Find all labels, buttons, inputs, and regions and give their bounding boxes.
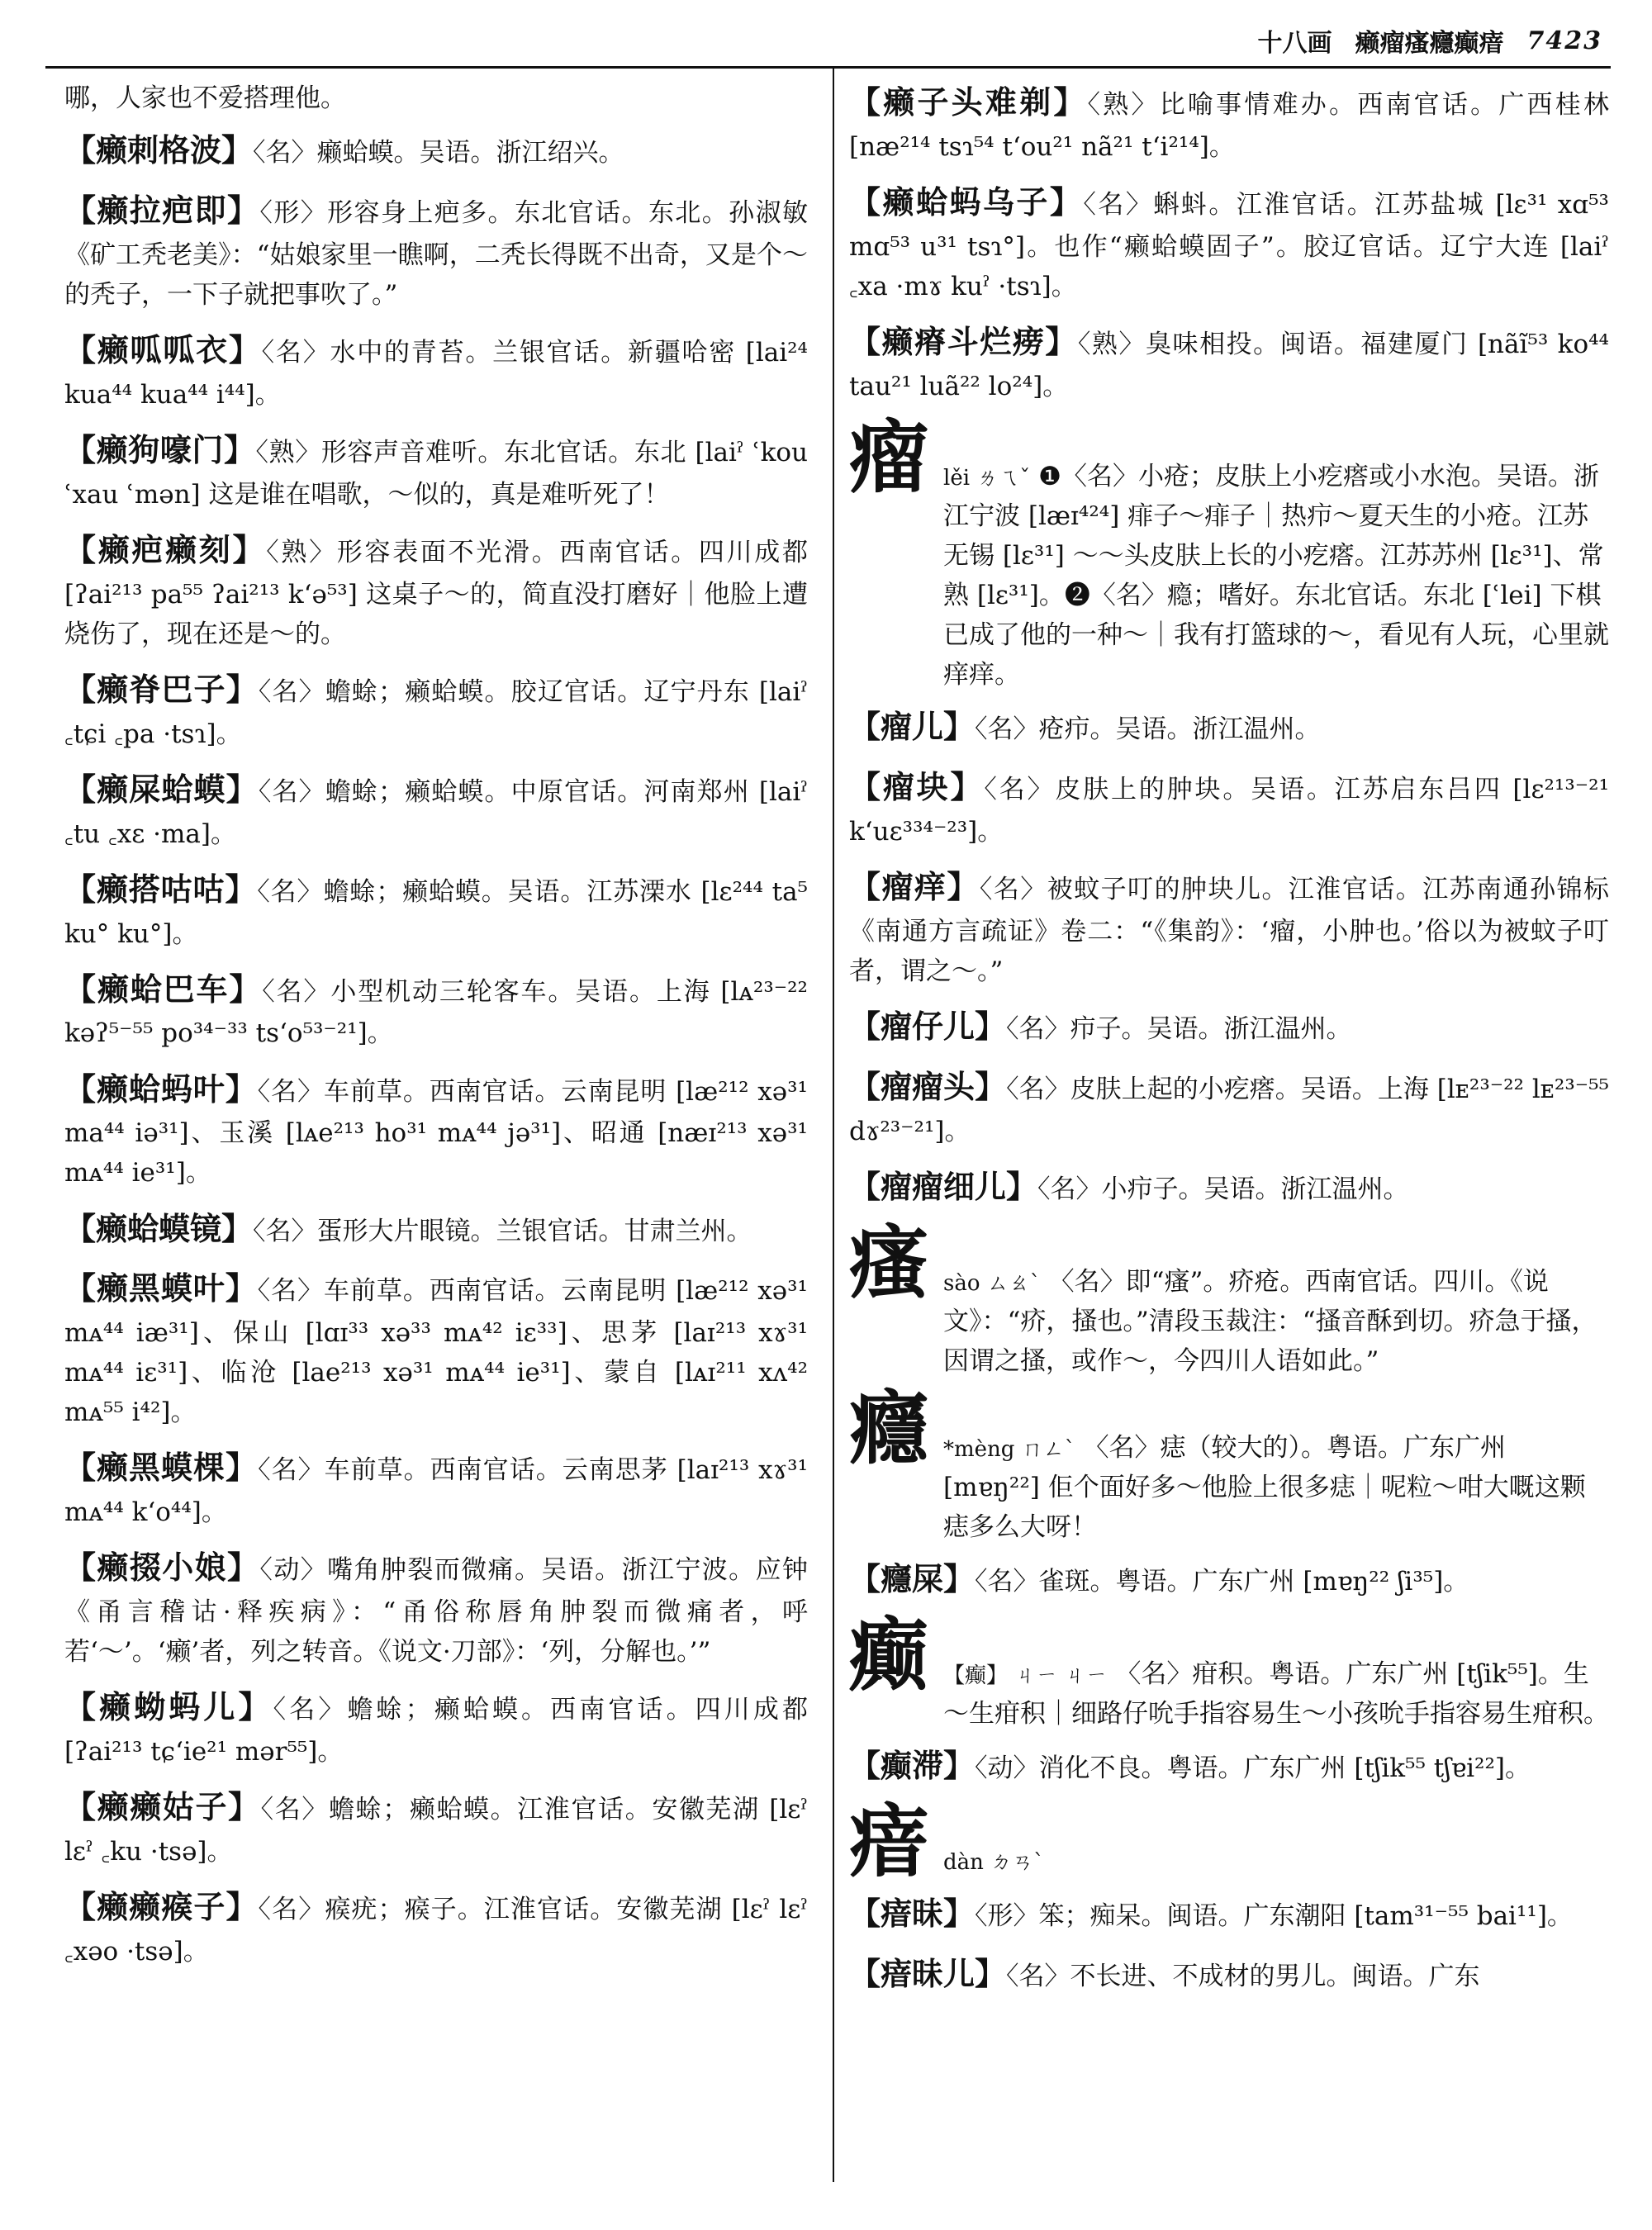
dictionary-entry [849, 78, 1609, 167]
entry-headword: 【癞搭咕咕】 [64, 870, 258, 908]
entry-headword: 【瘤痒】 [849, 867, 980, 905]
entry-headword: 【癞狗嚎门】 [64, 430, 256, 468]
head-char-body: 〈名〉即“瘙”。疥疮。西南官话。四川。《说文》：“疥，搔也。”清段玉裁注：“搔音酥到切。疥急于搔，因谓之搔，或作～，今四川人语如此。” [943, 1266, 1597, 1376]
entry-headword: 【瘤块】 [849, 768, 985, 806]
entry-definition: 〈名〉雀斑。粤语。广东广州 [mɐŋ²² ʃi³⁵]。 [975, 1566, 1469, 1597]
entry-definition: 〈名〉瘊疣；瘊子。江淮官话。安徽芜湖 [lɛˀ lɛˀ ꜀xəo ·tsə]。 [64, 1895, 808, 1967]
head-char-body: 〈名〉痣（较大的）。粤语。广东广州 [mɐŋ²²] 佢个面好多～他脸上很多痣｜呢粒～咁大嘅这颗痣多么大呀！ [943, 1432, 1586, 1542]
entry-definition: 〈名〉小型机动三轮客车。吴语。上海 [lᴀ²³⁻²² kəʔ⁵⁻⁵⁵ po³⁴⁻³³ tsʻo⁵³⁻²¹]。 [64, 976, 808, 1049]
head-char-definition [943, 1654, 1609, 1734]
entry-headword: 【癞黑蟆棵】 [64, 1449, 259, 1487]
page-number: 7423 [1526, 26, 1602, 55]
dictionary-entry [849, 1163, 1609, 1212]
entry-headword: 【瘤瘤头】 [849, 1067, 1007, 1105]
entry-headword: 【癞疤癞刻】 [64, 530, 267, 568]
entry-definition: 〈名〉蟾蜍；癞蛤蟆。中原官话。河南郑州 [laiˀ ꜀tu ꜀xɛ ·ma]。 [64, 776, 808, 849]
entry-headword: 【癞蚴蚂儿】 [64, 1688, 273, 1726]
entry-definition: 〈名〉水中的青苔。兰银官话。新疆哈密 [lai²⁴ kua⁴⁴ kua⁴⁴ i⁴⁴]。 [64, 337, 808, 410]
header-chars: 癞瘤瘙癮癫瘖 [1355, 29, 1504, 58]
head-char-definition [943, 1841, 1044, 1881]
head-char-block-dan [849, 1794, 1609, 1888]
dictionary-entry [849, 863, 1609, 991]
entry-definition: 〈动〉消化不良。粤语。广东广州 [tʃik⁵⁵ tʃɐi²²]。 [975, 1753, 1531, 1783]
head-char-pinyin: lěi ㄌㄟˇ [943, 465, 1031, 491]
entry-definition: 〈名〉不长进、不成材的男儿。闽语。广东 [1006, 1961, 1480, 1991]
right-entries-2 [849, 703, 1609, 1212]
entry-headword: 【瘤仔儿】 [849, 1007, 1007, 1045]
entry-headword: 【癞蛤蚂乌子】 [849, 183, 1084, 221]
dictionary-entry [64, 1883, 808, 1971]
entry-definition: 〈熟〉臭味相投。闽语。福建厦门 [nãĩ⁵³ ko⁴⁴ tau²¹ luã²² lo²⁴]。 [849, 329, 1609, 401]
entry-definition: 〈名〉癞蛤蟆。吴语。浙江绍兴。 [253, 138, 624, 168]
entry-definition: 〈名〉蛋形大片眼镜。兰银官话。甘肃兰州。 [253, 1216, 752, 1246]
entry-headword: 【癞屎蛤蟆】 [64, 770, 259, 808]
head-char-pinyin: *mèng ㄇㄥˋ [943, 1436, 1075, 1462]
entry-headword: 【癞呱呱衣】 [64, 330, 262, 368]
dictionary-entry [64, 1683, 808, 1772]
dictionary-entry [64, 526, 808, 654]
head-char: 癫 [849, 1607, 928, 1701]
entry-headword: 【瘤儿】 [849, 708, 976, 746]
dictionary-entry [849, 1742, 1609, 1791]
entry-definition: 〈名〉蟾蜍；癞蛤蟆。西南官话。四川成都 [ʔai²¹³ tɕʻie²¹ mər⁵⁵]。 [64, 1695, 808, 1767]
entry-definition: 〈动〉嘴角肿裂而微痛。吴语。浙江宁波。应钟《甬言稽诂·释疾病》：“甬俗称唇角肿裂而微痛者，呼若‘～’。‘癞’者，列之转音。《说文·刀部》：‘列，分解也。’” [64, 1555, 808, 1668]
right-column [849, 78, 1609, 2010]
dictionary-entry [849, 763, 1609, 852]
right-entries-3 [849, 1555, 1609, 1604]
dictionary-entry [64, 126, 808, 175]
dictionary-entry [849, 1003, 1609, 1051]
head-char-block-ji [849, 1607, 1609, 1734]
header-rule [45, 66, 1611, 69]
dictionary-entry [64, 1444, 808, 1532]
entry-headword: 【癞癞瘊子】 [64, 1888, 259, 1926]
entry-definition: 〈名〉蟾蜍；癞蛤蟆。胶辽官话。辽宁丹东 [laiˀ ꜀tɕi ꜀pa ·tsɿ]。 [64, 676, 808, 749]
entry-definition: 〈熟〉比喻事情难办。西南官话。广西桂林 [næ²¹⁴ tsɿ⁵⁴ tʻou²¹ nã²¹ tʻi²¹⁴]。 [849, 90, 1609, 162]
entry-definition: 〈名〉车前草。西南官话。云南昆明 [læ²¹² xə³¹ mᴀ⁴⁴ iæ³¹]、保山 [lɑɪ³³ xə³³ mᴀ⁴² iɛ³³]、思茅 [laɪ²¹³ xɤ³¹ mᴀ⁴⁴ iɛ³¹]、临沧 [lae²¹³ xə³¹ mᴀ⁴⁴ ie³¹]、蒙自 [lᴀɪ²¹¹ xᴧ⁴² mᴀ⁵⁵ i⁴²]。 [64, 1276, 808, 1428]
entry-headword: 【癞子头难剃】 [849, 83, 1088, 121]
left-column [64, 78, 808, 1983]
entry-headword: 【癞蛤蟆镜】 [64, 1209, 254, 1247]
left-entries [64, 126, 808, 1971]
entry-definition: 〈形〉笨；痴呆。闽语。广东潮阳 [tam³¹⁻⁵⁵ bai¹¹]。 [975, 1900, 1573, 1931]
entry-definition: 〈名〉蝌蚪。江淮官话。江苏盐城 [lɛ³¹ xɑ⁵³ mɑ⁵³ u³¹ tsɿ°]。也作“癞蛤蟆固子”。胶辽官话。辽宁大连 [laiˀ ꜀xa ·mɤ kuˀ ·tsɿ]。 [849, 189, 1609, 301]
dictionary-entry [64, 1264, 808, 1432]
entry-headword: 【癮屎】 [849, 1559, 976, 1597]
dictionary-entry [64, 766, 808, 854]
head-char-block-meng [849, 1381, 1609, 1547]
dictionary-entry [64, 426, 808, 515]
entry-headword: 【癞掇小娘】 [64, 1549, 260, 1587]
entry-definition: 〈名〉疖子。吴语。浙江温州。 [1006, 1013, 1352, 1044]
dictionary-entry [64, 666, 808, 754]
head-char-pinyin: dàn ㄉㄢˋ [943, 1849, 1045, 1875]
entry-definition: 〈名〉疮疖。吴语。浙江温州。 [975, 714, 1321, 745]
dictionary-entry [849, 318, 1609, 406]
head-char-body: ❶〈名〉小疮；皮肤上小疙瘩或小水泡。吴语。浙江宁波 [læɪ⁴²⁴] 痱子～痱子｜热疖～夏天生的小疮。江苏无锡 [lɛ³¹] ～～头皮肤上长的小疙瘩。江苏苏州 [lɛ³¹]、常熟 [lɛ³¹]。❷〈名〉瘾；嗜好。东北官话。东北 [ʿlei] 下棋已成了他的一种～｜我有打篮球的～，看见有人玩，心里就痒痒。 [943, 461, 1609, 690]
entry-headword: 【癞癞姑子】 [64, 1788, 261, 1826]
entry-definition: 〈名〉皮肤上的肿块。吴语。江苏启东吕四 [lɛ²¹³⁻²¹ kʻuɛ³³⁴⁻²³]。 [849, 775, 1609, 847]
column-divider [833, 68, 834, 2182]
dictionary-entry [64, 1544, 808, 1672]
entry-definition: 〈名〉车前草。西南官话。云南思茅 [laɪ²¹³ xɤ³¹ mᴀ⁴⁴ kʻo⁴⁴]。 [64, 1455, 808, 1528]
entry-definition: 〈名〉被蚊子叮的肿块儿。江淮官话。江苏南通孙锦标《南通方言疏证》卷二：“《集韵》：‘瘤，小肿也。’俗以为被蚊子叮者，谓之～。” [849, 874, 1609, 986]
head-char: 瘤 [849, 410, 928, 504]
dictionary-entry [64, 1783, 808, 1872]
dictionary-entry [64, 187, 808, 315]
head-char: 瘙 [849, 1215, 928, 1309]
dictionary-entry [64, 966, 808, 1054]
entry-definition: 〈名〉小疖子。吴语。浙江温州。 [1037, 1174, 1409, 1204]
right-entries-1 [849, 78, 1609, 406]
entry-definition: 〈名〉蟾蜍；癞蛤蟆。江淮官话。安徽芜湖 [lɛˀ lɛˀ ꜀ku ·tsə]。 [64, 1795, 808, 1867]
entry-headword: 【癞蛤蚂叶】 [64, 1070, 258, 1108]
entry-definition: 〈熟〉形容表面不光滑。西南官话。四川成都 [ʔai²¹³ pa⁵⁵ ʔai²¹³ kʻə⁵³] 这桌子～的，简直没打磨好｜他脸上遭烧伤了，现在还是～的。 [64, 537, 808, 649]
entry-headword: 【癞蛤巴车】 [64, 970, 263, 1008]
head-char: 瘖 [849, 1794, 928, 1888]
head-char-definition [943, 457, 1609, 695]
dictionary-entry [849, 1950, 1609, 1999]
head-char-pinyin: 【癫】 ㄐㄧ ㄐㄧ [943, 1663, 1108, 1688]
dictionary-entry [849, 1890, 1609, 1938]
entry-definition: 〈名〉车前草。西南官话。云南昆明 [læ²¹² xə³¹ ma⁴⁴ iə³¹]、玉溪 [lᴀe²¹³ ho³¹ mᴀ⁴⁴ jə³¹]、昭通 [næɪ²¹³ xə³¹ mᴀ⁴⁴ ie³¹]。 [64, 1076, 808, 1189]
entry-headword: 【癞拉疤即】 [64, 191, 260, 229]
entry-definition: 〈名〉皮肤上起的小疙瘩。吴语。上海 [lᴇ²³⁻²² lᴇ²³⁻⁵⁵ dɤ²³⁻²¹]。 [849, 1074, 1609, 1146]
head-char-block-sao [849, 1215, 1609, 1381]
head-char-definition [943, 1428, 1609, 1547]
dictionary-entry [849, 1555, 1609, 1604]
dictionary-entry [64, 866, 808, 954]
dictionary-entry [849, 1063, 1609, 1151]
right-entries-4 [849, 1742, 1609, 1791]
right-entries-5 [849, 1890, 1609, 1999]
entry-headword: 【癞刺格波】 [64, 131, 254, 169]
head-char-definition [943, 1262, 1609, 1381]
dictionary-entry [64, 1205, 808, 1254]
continuation-text: 哪，人家也不爱搭理他。 [64, 83, 346, 113]
head-char-pinyin: sào ㄙㄠˋ [943, 1270, 1041, 1296]
header-section: 十八画 [1257, 29, 1332, 58]
entry-headword: 【瘤瘤细儿】 [849, 1167, 1038, 1205]
head-char-body: 〈名〉疳积。粤语。广东广州 [tʃik⁵⁵]。生～生疳积｜细路仔吮手指容易生～小孩吮手指容易生疳积。 [943, 1658, 1609, 1729]
dictionary-entry [64, 1065, 808, 1193]
entry-headword: 【瘖昧】 [849, 1894, 976, 1932]
entry-definition: 〈形〉形容身上疤多。东北官话。东北。孙淑敏《矿工秃老美》：“姑娘家里一瞧啊，二秃长得既不出奇，又是个～的秃子，一下子就把事吹了。” [64, 197, 808, 310]
entry-definition: 〈名〉蟾蜍；癞蛤蟆。吴语。江苏溧水 [lɛ²⁴⁴ ta⁵ ku° ku°]。 [64, 876, 808, 949]
head-char: 癮 [849, 1381, 928, 1475]
dictionary-entry [849, 703, 1609, 752]
entry-headword: 【癞瘠斗烂痨】 [849, 322, 1078, 360]
entry-headword: 【癫滞】 [849, 1746, 976, 1784]
entry-headword: 【瘖昧儿】 [849, 1954, 1007, 1992]
dictionary-entry [849, 178, 1609, 306]
page-header [834, 18, 1602, 63]
entry-definition: 〈熟〉形容声音难听。东北官话。东北 [laiˀ ʿkou ʿxau ʿmən] 这是谁在唱歌，～似的，真是难听死了！ [64, 437, 808, 510]
dictionary-entry [64, 326, 808, 415]
head-char-block-lei [849, 410, 1609, 695]
entry-headword: 【癞脊巴子】 [64, 670, 259, 708]
entry-headword: 【癞黑蟆叶】 [64, 1269, 258, 1307]
